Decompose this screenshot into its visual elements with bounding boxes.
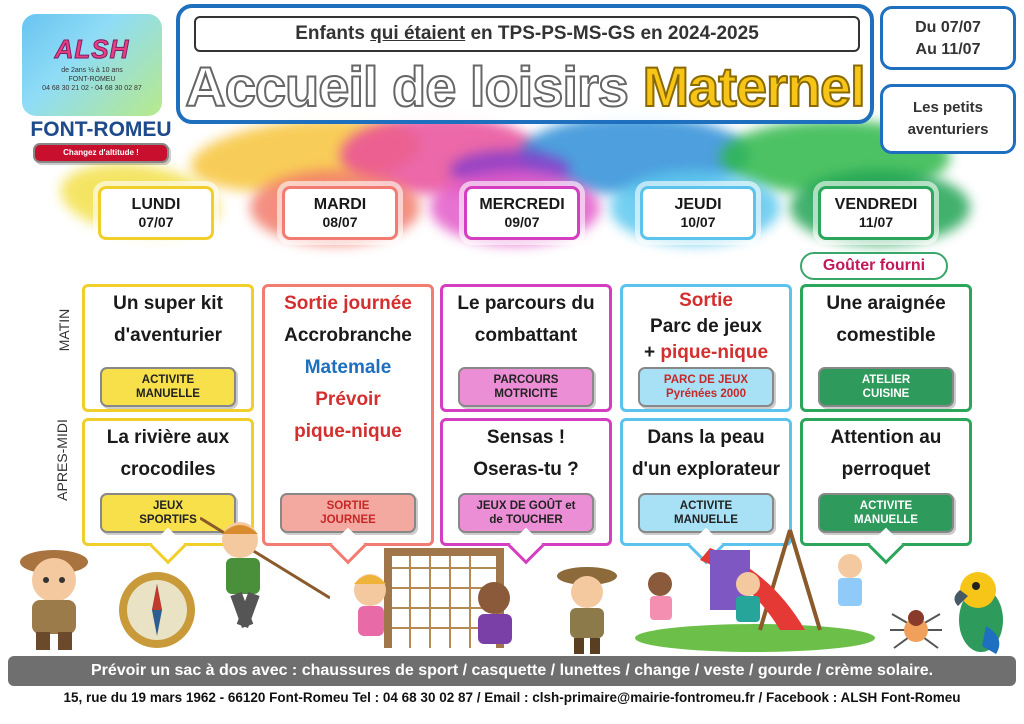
tag-line: CUISINE [862,388,910,400]
activity-line: Oseras-tu ? [473,459,579,480]
tag-line: Pyrénées 2000 [666,388,746,400]
spider-illustration [886,604,946,654]
activity-line: Matemale [304,357,392,378]
day-name: MARDI [313,196,367,213]
tag-line: MOTRICITE [494,388,558,400]
day-date: 08/07 [322,214,358,230]
tag-line: ACTIVITE [141,374,195,386]
activity-line: Le parcours du [457,293,595,314]
logo-age: de 2ans ½ à 10 ans [61,67,123,74]
plus-sign: + [643,342,661,363]
zipline-boy-illustration [200,508,330,640]
day-date: 11/07 [858,214,894,230]
tag-line: ACTIVITE [859,500,913,512]
activity-line: Accrobranche [284,325,412,346]
tag-line: JOURNEE [320,514,376,526]
activity-tuesday-fullday [262,284,434,546]
tag-line: JEUX DE GOÛT et [476,500,576,512]
backpack-note: Prévoir un sac à dos avec : chaussures de sport / casquette / lunettes / change / veste / gourde / crème solaire. [8,656,1016,686]
day-name: MERCREDI [479,196,565,213]
explorer-girl-illustration [6,540,102,652]
snack-badge: Goûter fourni [800,252,948,280]
activity-type-tag [100,367,236,407]
picnic-text: pique-nique [660,342,769,363]
activity-line: La rivière aux [106,427,230,448]
page-title [180,54,870,119]
activity-line: Prévoir [315,389,381,410]
activity-line: pique-nique [294,421,402,442]
activity-line: perroquet [841,459,931,480]
tag-line: MANUELLE [854,514,918,526]
activity-line: Parc de jeux [650,316,762,337]
down-arrow [150,528,187,565]
compass-illustration [112,568,202,652]
activity-line: Attention au [830,427,942,448]
theme-box [880,84,1016,154]
activity-line: Dans la peau [647,427,765,448]
audience-line [194,16,860,52]
day-date: 10/07 [680,214,716,230]
activity-line [623,339,789,365]
audience-pre: Enfants [295,23,371,44]
activity-line: Une araignée [826,293,946,314]
activity-line: comestible [836,325,936,346]
audience-underlined: qui étaient [370,23,466,44]
activity-line: Sensas ! [486,427,566,448]
activity-line: Sortie [679,290,733,311]
footer-contact: 15, rue du 19 mars 1962 - 66120 Font-Romeu Tel : 04 68 30 02 87 / Email : clsh-primaire@mairie-fontromeu.fr / Facebook : ALSH Font-Romeu [63,690,961,705]
activity-line: Sortie journée [284,293,412,314]
tag-line: SPORTIFS [139,514,197,526]
day-name: VENDREDI [834,196,918,213]
day-header-tuesday [282,186,398,240]
day-date: 07/07 [138,214,174,230]
tag-line: JEUX [152,500,184,512]
activity-wednesday-morning [440,284,612,412]
day-name: LUNDI [131,196,181,213]
town-slogan: Changez d'altitude ! [33,143,169,163]
activity-line: d'aventurier [114,325,222,346]
explorer-boy-illustration [552,562,622,656]
logo-town: FONT-ROMEU [68,76,116,83]
day-header-friday [818,186,934,240]
day-header-wednesday [464,186,580,240]
logo-background [22,14,162,116]
activity-line: d'un explorateur [631,459,781,480]
date-to: Au 11/07 [915,41,981,58]
day-name: JEUDI [674,196,722,213]
morning-label: MATIN [56,308,72,352]
town-logo [26,118,176,157]
theme-line1: Les petits [912,99,984,116]
activity-thursday-morning [620,284,792,412]
afternoon-label: APRES-MIDI [54,419,70,501]
tag-line: MANUELLE [136,388,200,400]
tag-line: de TOUCHER [489,514,563,526]
activity-line: crocodiles [120,459,216,480]
activity-friday-morning [800,284,972,412]
logo-title: ALSH [54,34,130,64]
day-header-monday [98,186,214,240]
tag-line: ACTIVITE [679,500,733,512]
activity-line: Un super kit [113,293,223,314]
theme-line2: aventuriers [907,121,989,138]
date-from: Du 07/07 [915,19,981,36]
audience-post: en TPS-PS-MS-GS en 2024-2025 [465,23,759,44]
tag-line: ATELIER [861,374,911,386]
playground-illustration [630,520,880,652]
activity-line: combattant [474,325,578,346]
tag-line: SORTIE [326,500,370,512]
parrot-illustration [946,566,1016,656]
activity-wednesday-afternoon [440,418,612,546]
climbing-net-illustration [344,544,544,656]
activity-type-tag [638,367,774,407]
day-header-thursday [640,186,756,240]
title-part2: Maternel [642,55,865,118]
tag-line: PARC DE JEUX [663,374,749,386]
dates-box [880,6,1016,70]
title-part1: Accueil de loisirs [185,55,643,118]
town-name: FONT-ROMEU [30,118,172,141]
title-box [176,4,874,124]
activity-type-tag [458,367,594,407]
alsh-logo [22,14,162,116]
logo-phone: 04 68 30 21 02 - 04 68 30 02 87 [42,85,142,92]
activity-monday-morning [82,284,254,412]
activity-type-tag [818,367,954,407]
tag-line: PARCOURS [493,374,559,386]
logo-subtitle [22,66,162,93]
day-date: 09/07 [504,214,540,230]
tag-line: MANUELLE [674,514,738,526]
